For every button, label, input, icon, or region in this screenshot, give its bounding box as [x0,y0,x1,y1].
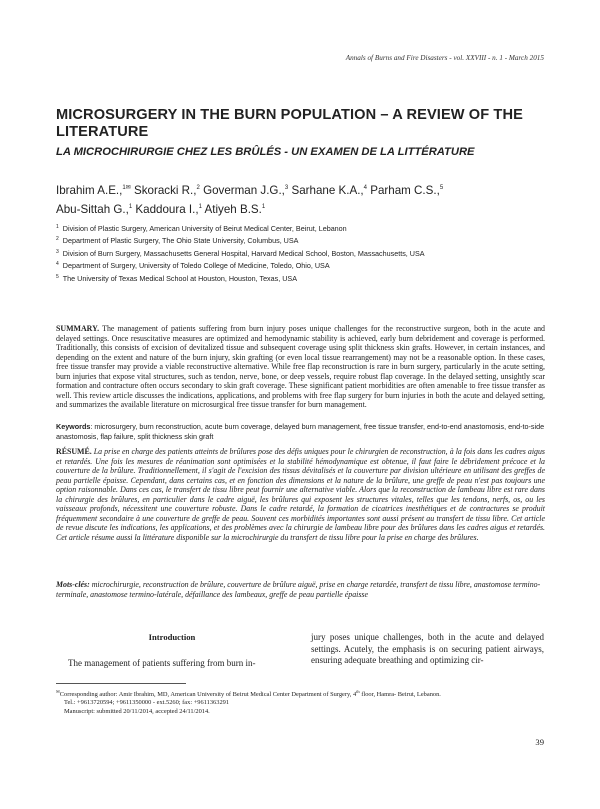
intro-text-left: The management of patients suffering from burn in- [68,657,256,668]
author: Skoracki R.,$^2$ [133,184,200,197]
article-subtitle: LA MICROCHIRURGIE CHEZ LES BRÛLÉS - UN EXAMEN DE LA LITTÉRATURE [56,146,475,158]
affiliation: $^2$ Department of Plastic Surgery, The Ohio State University, Columbus, USA [56,236,299,246]
summary-label: SUMMARY. [56,324,100,333]
keywords-label: Keywords [56,422,91,431]
author: Ibrahim A.E.,$^{1✉}$ [56,184,131,197]
author: Goverman J.G.,$^3$ [203,184,289,197]
keywords-paragraph [56,422,545,441]
footnote-divider [56,683,186,684]
footnote-line: Tel.: +9613720594; +9611350000 - ext.5260; fax: +9611363291 [64,699,230,707]
author: Sarhane K.A.,$^4$ [291,184,367,197]
footnote [56,688,545,716]
affiliation: $^3$ Division of Burn Surgery, Massachusetts General Hospital, Harvard Medical School, Boston, Massachusetts, USA [56,248,425,258]
affiliation-list [56,222,556,284]
intro-left-column [56,632,288,669]
resume-text: La prise en charge des patients atteints de brûlures pose des défis uniques pour le chirurgien de reconstruction, à la fois dans les cadres aigus et retardés. Une fois les mesures de réanimation sont optimisées et la stabilité hémodynamique est obtenue, il faut faire le débridement précoce et la couverture de la brûlure. Traditionnellement, il s'agit de l'excision des tissus dévitalisés et la couverture par division ultérieure en utilisant des greffes de peau partielle épaisse. Cependant, dans certains cas, et en fonction des dimensions et la nature de la brûlure, une greffe de peau n'est pas toujours une option raisonnable. Dans ces cas, le transfert de tissu libre peut fournir une alternative viable. Alors que la reconstruction de lambeau libre est rare dans la chirurgie des brûlures, en particulier dans le cadre aiguë, les brûlures qui exposent les structures vitales, telles que les tendons, nerfs, os, ou les vaisseaux profonds, nécessitent une couverture robuste. Dans le cadre retardé, la formation de cicatrices inesthétiques et de contractures se produit fréquemment secondaire à une couverture de greffe de peau. Souvent ces morbidités importantes sont aussi présent au transfert de tissu libre. Cet article de revue discute les indications, les applications, et des problèmes avec la chirurgie de lambeau libre pour des brûlures dans les cadres aigus et retardés. Cet article résume aussi la littérature disponible sur la microchirurgie du transfert de tissu libre pour la prise en charge des brûlures. [56,447,545,542]
author: Parham C.S.,$^5$ [370,184,444,197]
intro-right-column [311,632,544,667]
footnote-line: Manuscript: submitted 20/11/2014, accepted 24/11/2014. [64,707,210,715]
author: Atiyeh B.S.$^1$ [204,203,266,216]
resume-label: RÉSUMÉ. [56,447,92,456]
mots-cles-paragraph [56,580,545,599]
author: Kaddoura I.,$^1$ [135,203,202,216]
footnote-line: ✉Corresponding author: Amir Ibrahim, MD, American University of Beirut Medical Center Department of Surgery, 4th floor, Hamra- Beirut, Lebanon. [56,689,441,698]
author-list [56,180,556,218]
author: Abu-Sittah G.,$^1$ [56,203,133,216]
journal-header: Annals of Burns and Fire Disasters - vol. XXVIII - n. 1 - March 2015 [345,54,544,62]
mots-cles-text: microchirurgie, reconstruction de brûlure, couverture de brûlure aiguë, prise en charge retardée, transfert de tissu libre, anastomose termino-terminale, anastomose termino-latérale, défaillance des lambeaux, greffe de peau partielle épaisse [56,580,541,599]
mots-cles-label: Mots-clés: [56,580,90,589]
intro-text-right: jury poses unique challenges, both in the acute and delayed settings. Acutely, the emphasis is on securing patient airways, ensuring adequate breathing and optimizing cir- [311,632,544,666]
intro-heading: Introduction [148,632,196,642]
article-title: MICROSURGERY IN THE BURN POPULATION – A REVIEW OF THE LITERATURE [56,107,523,140]
affiliation: $^5$ The University of Texas Medical School at Houston, Houston, Texas, USA [56,273,298,283]
resume-paragraph [56,447,545,542]
summary-paragraph [56,324,545,410]
affiliation: $^1$ Division of Plastic Surgery, American University of Beirut Medical Center, Beirut, Lebanon [56,224,347,233]
page-number: 39 [535,737,544,747]
keywords-text: : microsurgery, burn reconstruction, acute burn coverage, delayed burn management, free tissue transfer, end-to-end anastomosis, end-to-side anastomosis, flap failure, split thickness skin graft [56,422,545,441]
affiliation: $^4$ Department of Surgery, University of Toledo College of Medicine, Toledo, Ohio, USA [56,261,330,271]
summary-text: The management of patients suffering from burn injury poses unique challenges for the reconstructive surgeon, both in the acute and delayed settings. Once resuscitative measures are optimized and hemodynamic stability is achieved, early burn debridement and coverage is performed. Traditionally, this consists of excision of devitalized tissue and subsequent coverage using split thickness skin grafts. However, in certain instances, and depending on the extent and nature of the burn injury, skin grafting (or even local tissue rearrangement) may not be a reasonable option. In these cases, free tissue transfer may provide a viable reconstructive alternative. While free flap reconstruction is rare in burn surgery, particularly in the acute setting, burn injuries that expose vital structures, such as tendon, nerve, bone, or deep vessels, require robust flap coverage. In the delayed setting, unsightly scar formation and contracture often occurs secondary to skin graft coverage. These significant patient morbidities are often amenable to free tissue transfer as well. This review article discusses the indications, applications, and problems with free flap surgery for burn injuries in both the acute and delayed setting, and summarizes the available literature on microsurgical free tissue transfer for burn management. [56,324,545,410]
